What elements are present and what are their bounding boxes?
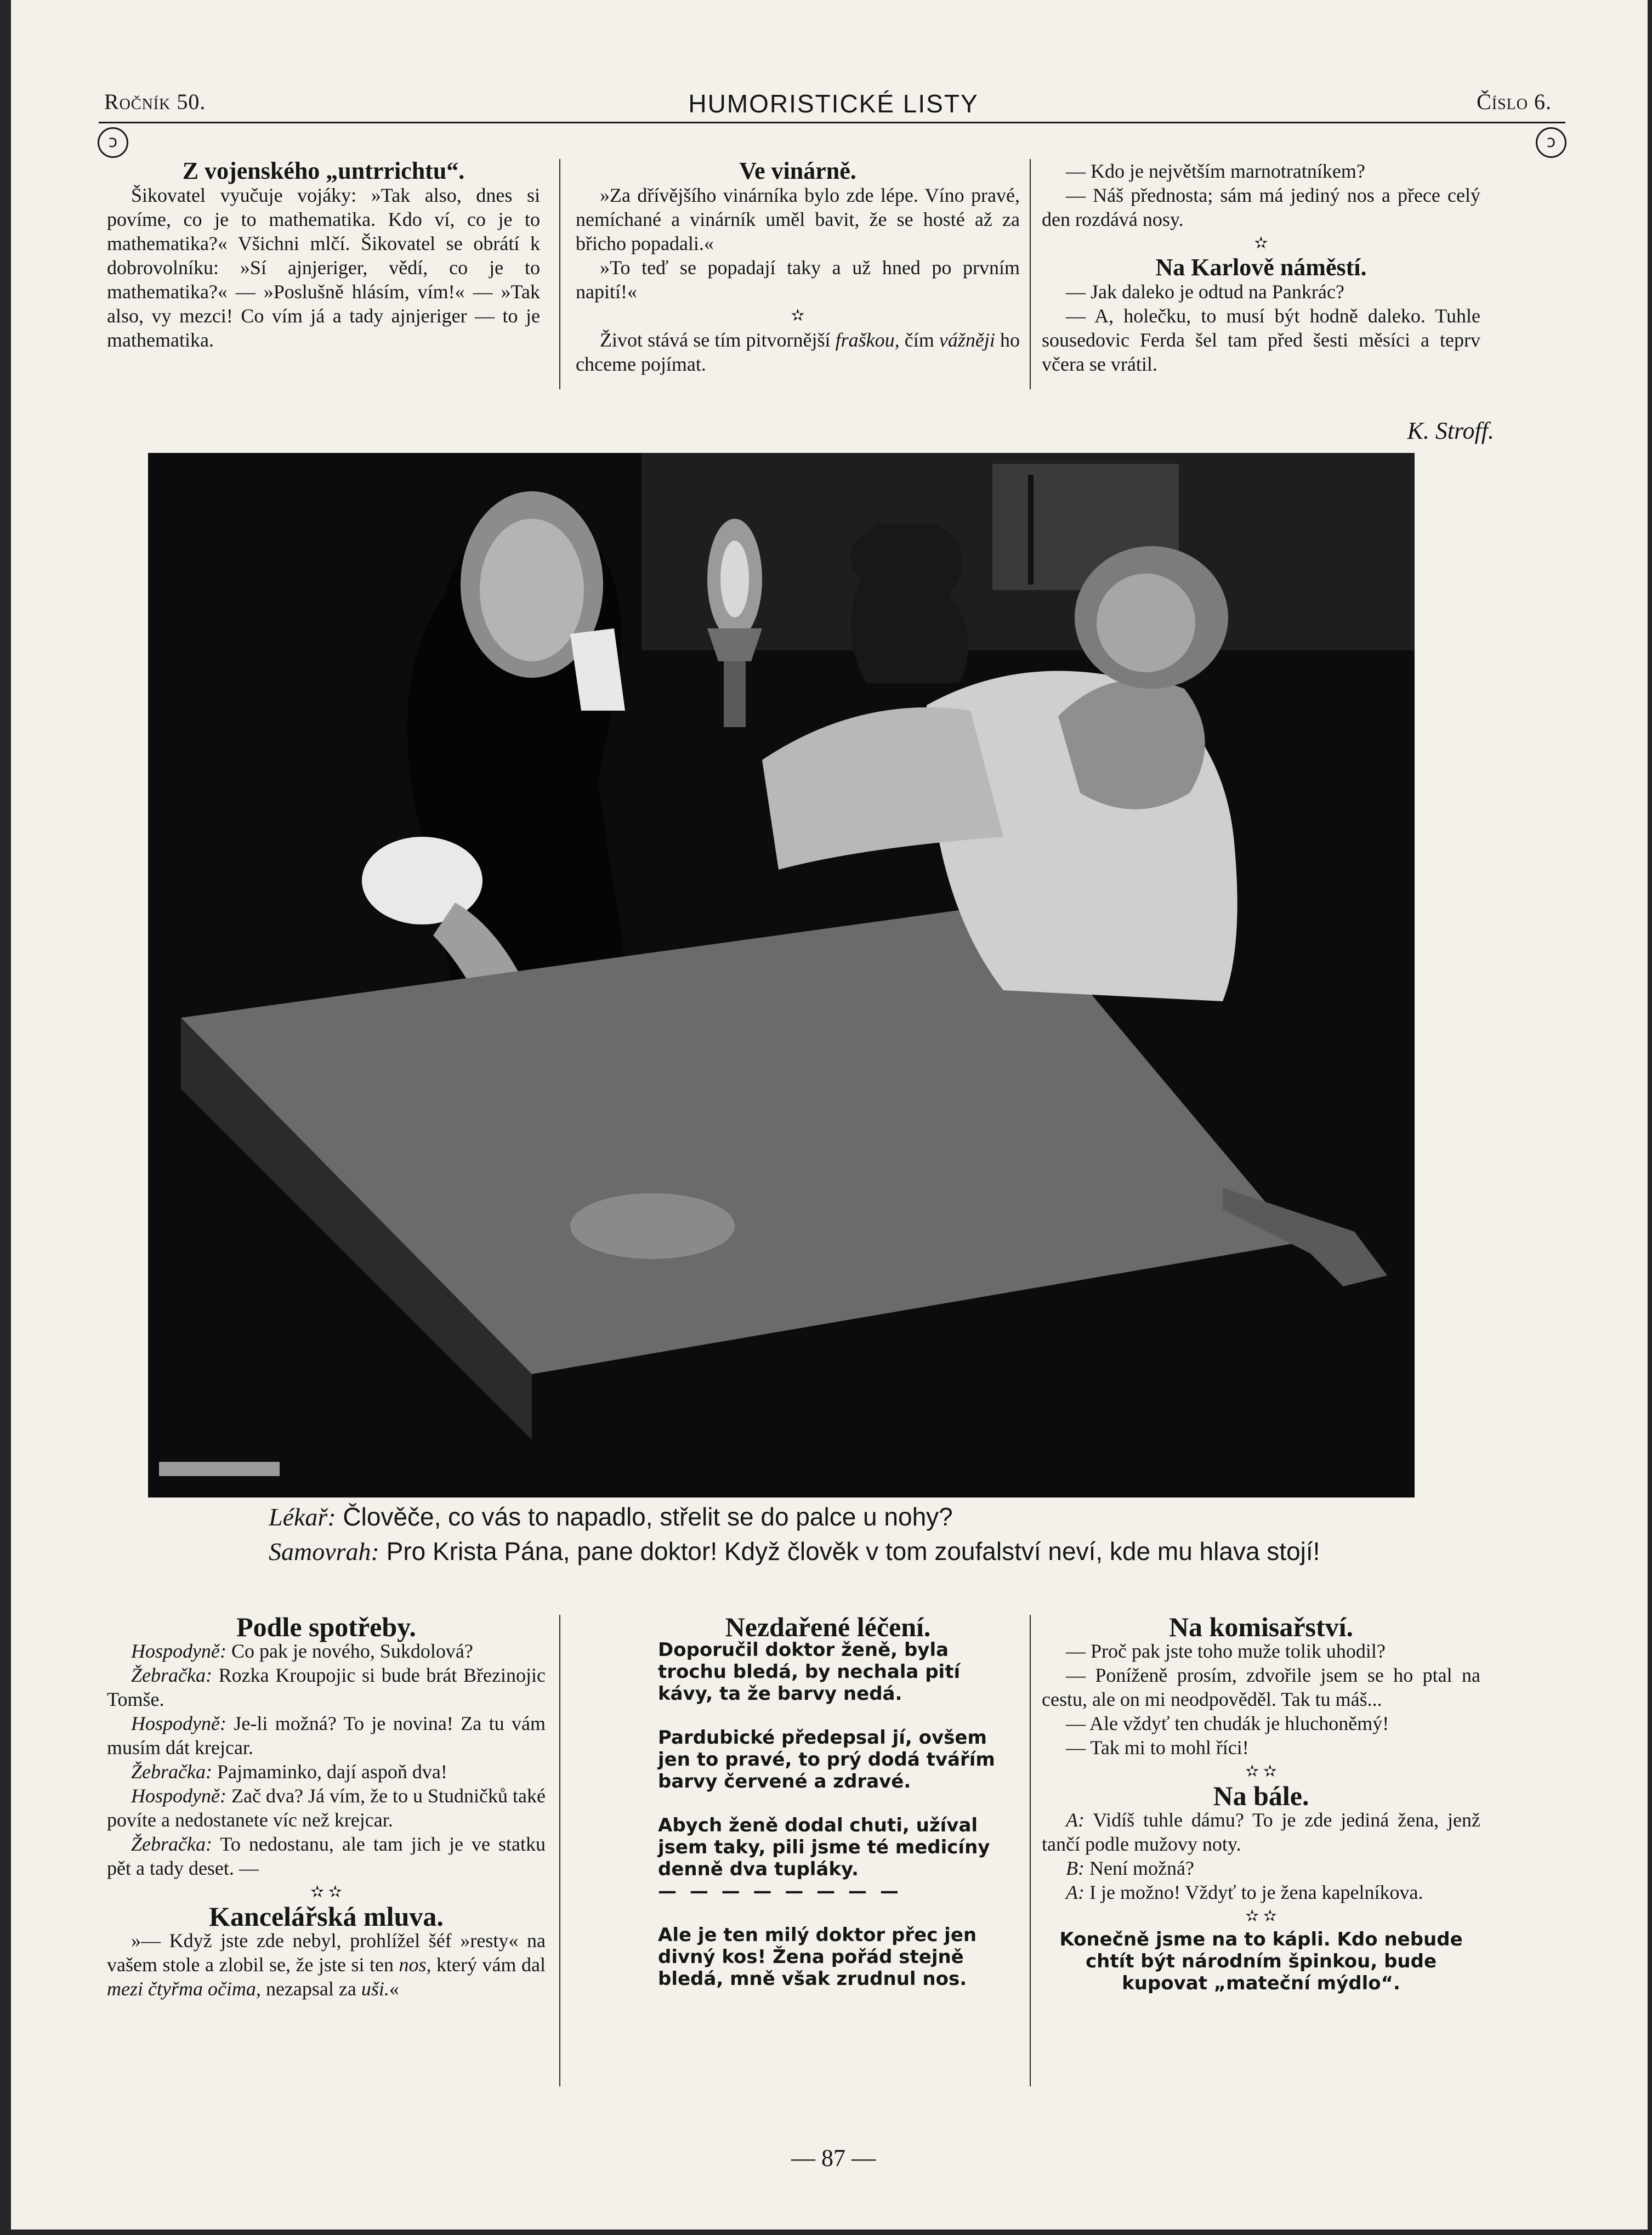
poem-stanza-4: Ale je ten milý doktor přec jen divný kos! Žena pořád stejně bledá, mně však zrudnul nos.: [658, 1924, 977, 1990]
article-title-wine-bar: Ve vinárně.: [739, 157, 856, 184]
article-text-wine-bar-1: »Za dřívějšího vinárníka bylo zde lépe. Víno pravé, nemíchané a vinárník uměl bavit, že se hosté až za břicho popadali.«: [576, 184, 1020, 254]
office-speech-text: »— Když jste zde nebyl, prohlížel šéf »resty« na vašem stole a zlobil se, že jste si ten nos, který vám dal mezi čtyřma očima, nezapsal za uši.«: [107, 1930, 546, 2000]
dialogue-line: A: I je možno! Vždyť to je žena kapelníkova.: [1066, 1881, 1423, 1903]
joke-line: — Náš přednosta; sám má jediný nos a přece celý den rozdává nosy.: [1042, 184, 1480, 230]
separator-stars: ✫ ✫: [1245, 1762, 1277, 1780]
dialogue-line: — Tak mi to mohl říci!: [1066, 1737, 1249, 1758]
header-rule: [99, 122, 1565, 123]
magazine-page: [11, 0, 1648, 2230]
dialogue-line: B: Není možná?: [1066, 1857, 1194, 1879]
poem-stanza-2: Pardubické předepsal jí, ovšem jen to pravé, to prý dodá tvářím barvy červené a zdravé.: [658, 1727, 995, 1792]
bottom-column-2: [658, 1612, 998, 1990]
bottom-column-1: [107, 1612, 546, 2001]
cartoon-illustration: [148, 453, 1415, 1497]
column-divider: [559, 159, 560, 389]
article-title-police: Na komisařství.: [1168, 1612, 1354, 1642]
ornament-right-icon: ↄ: [1536, 127, 1566, 158]
article-title-office-speech: Kancelářská mluva.: [209, 1901, 444, 1932]
dialogue-line: Žebračka: Rozka Kroupojic si bude brát Březinojic Tomše.: [107, 1664, 546, 1710]
ornament-left-icon: ↄ: [98, 127, 128, 158]
magazine-title: HUMORISTICKÉ LISTY: [688, 89, 979, 118]
article-title-consumption: Podle spotřeby.: [236, 1612, 416, 1642]
issue-label: Číslo 6.: [1477, 89, 1552, 114]
dialogue-line: Hospodyně: Co pak je nového, Sukdolová?: [131, 1640, 473, 1662]
illustration-caption: [269, 1500, 1475, 1569]
illustration-drawing: [148, 453, 1415, 1497]
column-divider: [1030, 159, 1031, 389]
dialogue-line: Hospodyně: Je-li možná? To je novina! Za tu vám musím dát krejcar.: [107, 1712, 546, 1758]
bottom-column-3: [1042, 1612, 1480, 1994]
poem-dashes: — — — — — — — —: [658, 1880, 902, 1902]
column-divider: [1030, 1615, 1031, 2086]
joke-line: — Kdo je největším marnotratníkem?: [1066, 160, 1365, 182]
dialogue-line: Žebračka: To nedostanu, ale tam jich je ve statku pět a tady deset. —: [107, 1833, 546, 1879]
dialogue-line: — Proč pak jste toho muže tolik uhodil?: [1066, 1640, 1386, 1662]
separator-stars: ✫ ✫: [310, 1883, 342, 1901]
volume-label: Ročník 50.: [104, 89, 206, 114]
artist-signature: K. Stroff.: [1407, 417, 1494, 444]
article-title-ball: Na bále.: [1213, 1780, 1309, 1811]
article-text-wine-bar-2: »To teď se popadají taky a už hned po prvním napití!«: [576, 257, 1020, 303]
top-column-1: [107, 159, 540, 352]
dialogue-line: — Ale vždyť ten chudák je hluchoněmý!: [1066, 1712, 1389, 1734]
poem-title: Nezdařené léčení.: [725, 1612, 931, 1642]
aphorism: Život stává se tím pitvornější fraškou, čím vážněji ho chceme pojímat.: [576, 329, 1020, 375]
dialogue-line: Žebračka: Pajmaminko, dají aspoň dva!: [131, 1761, 447, 1783]
caption-line-1: Lékař: Člověče, co vás to napadlo, střelit se do palce u nohy?: [269, 1502, 953, 1531]
top-column-2: [576, 159, 1020, 376]
column-divider: [559, 1615, 560, 2086]
joke-line: — A, holečku, to musí být hodně daleko. Tuhle sousedovic Ferda šel tam před šesti měsíci a teprv včera se vrátil.: [1042, 305, 1480, 375]
article-text-military: Šikovatel vyučuje vojáky: »Tak also, dnes si povíme, co je to mathematika. Kdo ví, co je to mathematika?« Všichni mlčí. Šikovatel se obrátí k dobrovolníku: »Sí ajnjeriger, vědí, co je to mathematika?« — »Poslušně hlásím, vím!« — »Tak also, vy mezci! Co vím já a tady ajnjeriger — to je mathematika.: [107, 184, 540, 351]
separator-star: ✫: [791, 307, 805, 325]
page-number: — 87 —: [791, 2145, 876, 2171]
top-column-3: [1042, 159, 1480, 376]
article-title-karlovo: Na Karlově náměstí.: [1155, 254, 1367, 281]
dialogue-line: — Poníženě prosím, zdvořile jsem se ho ptal na cestu, ale on mi neodpověděl. Tak tu máš...: [1042, 1664, 1480, 1710]
poem-stanza-1: Doporučil doktor ženě, byla trochu bledá, by nechala pití kávy, ta že barvy nedá.: [658, 1639, 961, 1705]
closing-quip: Konečně jsme na to kápli. Kdo nebude chtít být národním špinkou, bude kupovat „mateční mýdlo“.: [1059, 1928, 1463, 1994]
joke-line: — Jak daleko je odtud na Pankrác?: [1066, 281, 1344, 303]
separator-stars: ✫ ✫: [1245, 1907, 1277, 1925]
article-title-military: Z vojenského „untrrichtu“.: [182, 157, 465, 184]
poem-stanza-3: Abych ženě dodal chuti, užíval jsem taky, pili jsme té medicíny denně dva tupláky.: [658, 1814, 990, 1880]
caption-line-2: Samovrah: Pro Krista Pána, pane doktor! Když člověk v tom zoufalství neví, kde mu hlava stojí!: [269, 1537, 1320, 1565]
separator-star: ✫: [1254, 234, 1268, 252]
dialogue-line: A: Vidíš tuhle dámu? To je zde jediná žena, jenž tančí podle mužovy noty.: [1042, 1809, 1480, 1855]
dialogue-line: Hospodyně: Zač dva? Já vím, že to u Studničků také povíte a nedostanete víc než krejcar.: [107, 1785, 546, 1831]
